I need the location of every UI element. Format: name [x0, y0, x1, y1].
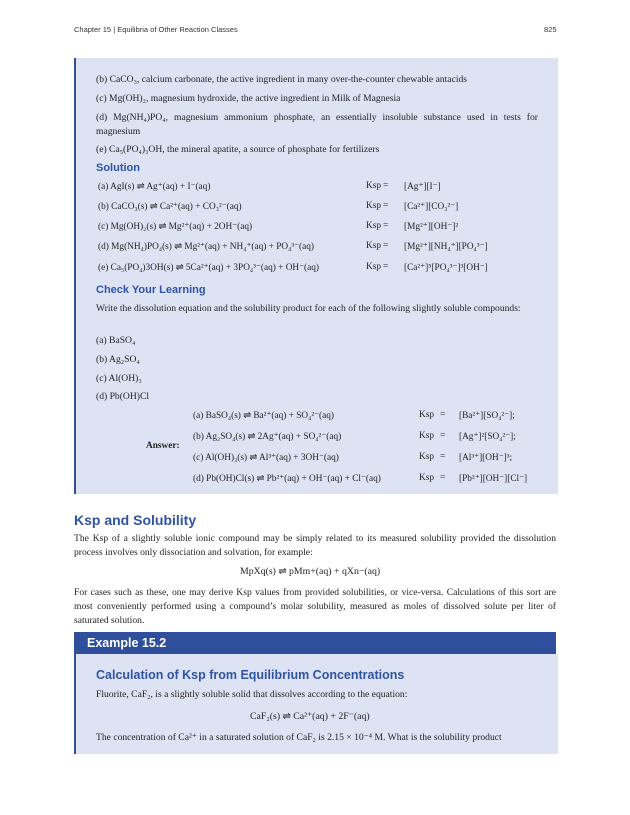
equals-sign: =: [440, 452, 446, 462]
example-label: Example 15.2: [87, 636, 167, 650]
example-continuation-box: [74, 58, 558, 494]
ksp-label: Ksp: [366, 262, 381, 272]
equals-sign: =: [383, 181, 389, 191]
check-prompt: Write the dissolution equation and the solubility product for each of the following slightly soluble compounds:: [96, 303, 521, 314]
solution-eq-e: (e) Ca₅(PO₄)3OH(s) ⇌ 5Ca²⁺(aq) + 3PO₄³⁻(aq) + OH⁻(aq): [98, 263, 320, 273]
answer-expression-d: [Pb²⁺][OH⁻][Cl⁻]: [459, 474, 528, 484]
solution-eq-c: (c) Mg(OH)₂(s) ⇌ Mg²⁺(aq) + 2OH⁻(aq): [98, 222, 253, 232]
check-item-c: (c) Al(OH)₃: [96, 373, 142, 384]
answer-eq-b: (b) Ag₂SO₄(s) ⇌ 2Ag⁺(aq) + SO₄²⁻(aq): [193, 432, 342, 442]
section-paragraph-2: For cases such as these, one may derive Ksp values from provided solubilities, or vice-versa. Calculations of this sort are most conveniently performed using a compound’s molar solubility, measured as moles of dissolved solute per liter of saturated solution.: [74, 587, 556, 626]
ksp-label: Ksp: [366, 241, 381, 251]
problem-item-c: (c) Mg(OH)₂, magnesium hydroxide, the active ingredient in Milk of Magnesia: [96, 93, 401, 104]
ksp-expression-c: [Mg²⁺][OH⁻]²: [404, 222, 459, 232]
equals-sign: =: [440, 473, 446, 483]
ksp-label: Ksp: [419, 410, 434, 420]
equals-sign: =: [440, 431, 446, 441]
answer-eq-a: (a) BaSO₄(s) ⇌ Ba²⁺(aq) + SO₄²⁻(aq): [193, 411, 335, 421]
ksp-expression-a: [Ag⁺][I⁻]: [404, 182, 441, 192]
answer-eq-c: (c) Al(OH)₃(s) ⇌ Al³⁺(aq) + 3OH⁻(aq): [193, 453, 339, 463]
general-dissolution-equation: MpXq(s) ⇌ pMm+(aq) + qXn−(aq): [240, 566, 381, 577]
running-header: Chapter 15 | Equilibria of Other Reaction Classes: [74, 25, 238, 34]
ksp-expression-d: [Mg²⁺][NH₄⁺][PO₄³⁻]: [404, 242, 488, 252]
answer-label: Answer:: [146, 441, 180, 451]
example-intro: Fluorite, CaF₂, is a slightly soluble solid that dissolves according to the equation:: [96, 689, 408, 700]
example-equation: CaF₂(s) ⇌ Ca²⁺(aq) + 2F⁻(aq): [250, 711, 370, 722]
solution-heading: Solution: [96, 162, 140, 174]
equals-sign: =: [383, 201, 389, 211]
problem-item-d: (d) Mg(NH₄)PO₄, magnesium ammonium phosphate, an essentially insoluble substance used in tests for magnesium: [96, 112, 538, 137]
ksp-label: Ksp: [419, 431, 434, 441]
ksp-label: Ksp: [366, 201, 381, 211]
problem-item-b: (b) CaCO₃, calcium carbonate, the active ingredient in many over-the-counter chewable antacids: [96, 74, 468, 85]
example-question: The concentration of Ca²⁺ in a saturated solution of CaF₂ is 2.15 × 10⁻⁴ M. What is the solubility product: [96, 732, 502, 743]
equals-sign: =: [383, 221, 389, 231]
solution-eq-b: (b) CaCO₃(s) ⇌ Ca²⁺(aq) + CO₃²⁻(aq): [98, 202, 242, 212]
equals-sign: =: [440, 410, 446, 420]
example-header-bar: [74, 632, 556, 654]
ksp-expression-b: [Ca²⁺][CO₃²⁻]: [404, 202, 459, 212]
equals-sign: =: [383, 241, 389, 251]
ksp-label: Ksp: [366, 181, 381, 191]
section-paragraph-1: The Ksp of a slightly soluble ionic compound may be simply related to its measured solubility provided the dissolution process involves only dissociation and solvation, for example:: [74, 533, 556, 558]
problem-item-e: (e) Ca₅(PO₄)₃OH, the mineral apatite, a source of phosphate for fertilizers: [96, 144, 380, 155]
answer-expression-c: [Al³⁺][OH⁻]³;: [459, 453, 513, 463]
page-number: 825: [544, 25, 557, 34]
section-title: Ksp and Solubility: [74, 512, 197, 528]
check-item-d: (d) Pb(OH)Cl: [96, 391, 150, 402]
equals-sign: =: [383, 262, 389, 272]
ksp-label: Ksp: [419, 452, 434, 462]
solution-eq-a: (a) AgI(s) ⇌ Ag⁺(aq) + I⁻(aq): [98, 182, 211, 192]
check-heading: Check Your Learning: [96, 284, 206, 296]
answer-expression-b: [Ag⁺]²[SO₄²⁻];: [459, 432, 516, 442]
answer-expression-a: [Ba²⁺][SO₄²⁻];: [459, 411, 515, 421]
example-box: [74, 654, 558, 754]
answer-eq-d: (d) Pb(OH)Cl(s) ⇌ Pb²⁺(aq) + OH⁻(aq) + Cl⁻(aq): [193, 474, 381, 484]
solution-eq-d: (d) Mg(NH₄)PO₄(s) ⇌ Mg²⁺(aq) + NH₄⁺(aq) + PO₄³⁻(aq): [98, 242, 315, 252]
ksp-label: Ksp: [366, 221, 381, 231]
ksp-label: Ksp: [419, 473, 434, 483]
check-item-a: (a) BaSO₄: [96, 335, 136, 346]
example-title: Calculation of Ksp from Equilibrium Concentrations: [96, 668, 405, 682]
ksp-expression-e: [Ca²⁺]⁵[PO₄³⁻]³[OH⁻]: [404, 263, 488, 273]
check-item-b: (b) Ag₂SO₄: [96, 354, 140, 365]
